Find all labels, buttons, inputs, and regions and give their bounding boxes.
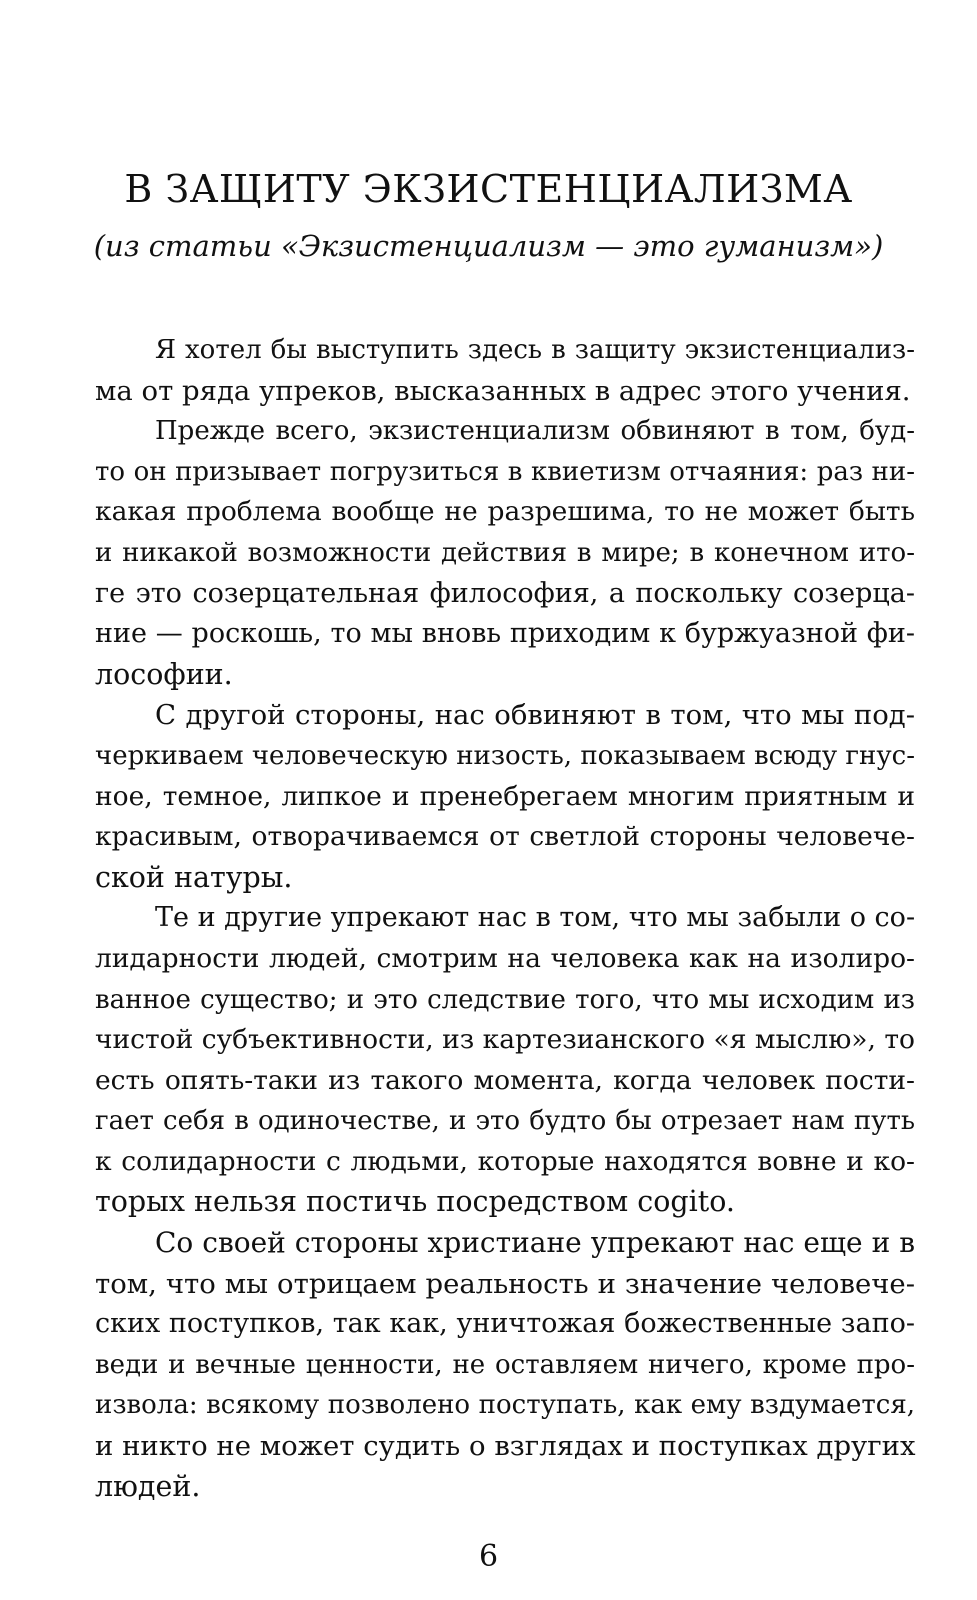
text-line: гает себя в одиночестве, и это будто бы отрезает нам путь — [95, 1106, 915, 1137]
text-line: Со своей стороны христиане упрекают нас еще и в — [155, 1226, 915, 1260]
text-line: С другой стороны, нас обвиняют в том, что мы под- — [155, 699, 915, 732]
text-line: и никто не может судить о взглядах и поступках других — [95, 1430, 916, 1463]
text-line: Прежде всего, экзистенциализм обвиняют в том, буд- — [155, 416, 915, 447]
text-line: и никакой возможности действия в мире; в конечном ито- — [95, 537, 915, 568]
text-line: ное, темное, липкое и пренебрегаем многим приятным и — [95, 780, 915, 812]
text-line: Те и другие упрекают нас в том, что мы забыли о со- — [155, 902, 916, 934]
text-line: какая проблема вообще не разрешима, то не может быть — [95, 496, 915, 528]
text-line: торых нельзя постичь посредством cogito. — [95, 1185, 735, 1219]
body-text — [95, 330, 915, 1507]
text-line: красивым, отворачиваемся от светлой стороны человече- — [95, 821, 915, 853]
text-line: то он призывает погрузиться в квиетизм отчаяния: раз ни- — [95, 456, 915, 487]
text-line: ние — роскошь, то мы вновь приходим к буржуазной фи- — [95, 618, 915, 650]
text-line: Я хотел бы выступить здесь в защиту экзистенциализ- — [155, 335, 915, 365]
text-line: людей. — [95, 1469, 201, 1503]
text-line: лидарности людей, смотрим на человека как на изолиро- — [95, 942, 915, 974]
text-line: ской натуры. — [95, 860, 293, 894]
text-line: том, что мы отрицаем реальность и значение человече- — [95, 1267, 915, 1300]
page-number: 6 — [478, 1539, 499, 1574]
text-line: черкиваем человеческую низость, показываем всюду гнус- — [95, 740, 915, 771]
text-line: извола: всякому позволено поступать, как ему вздумается, — [95, 1390, 915, 1421]
text-line: лософии. — [95, 657, 233, 691]
text-line: есть опять-таки из такого момента, когда человек пости- — [95, 1064, 915, 1096]
text-line: ма от ряда упреков, высказанных в адрес этого учения. — [95, 374, 911, 407]
text-line: ге это созерцательная философия, а поскольку созерца- — [95, 577, 915, 609]
chapter-subtitle: (из статьи «Экзистенциализм — это гуманизм») — [93, 229, 884, 263]
chapter-title: В ЗАЩИТУ ЭКЗИСТЕНЦИАЛИЗМА — [124, 167, 853, 211]
text-line: веди и вечные ценности, не оставляем ничего, кроме про- — [95, 1349, 915, 1380]
text-line: ских поступков, так как, уничтожая божественные запо- — [95, 1308, 915, 1340]
text-line: к солидарности с людьми, которые находятся вовне и ко- — [95, 1145, 915, 1177]
text-line: чистой субъективности, из картезианского «я мыслю», то — [95, 1024, 915, 1056]
text-line: ванное существо; и это следствие того, что мы исходим из — [95, 984, 915, 1015]
